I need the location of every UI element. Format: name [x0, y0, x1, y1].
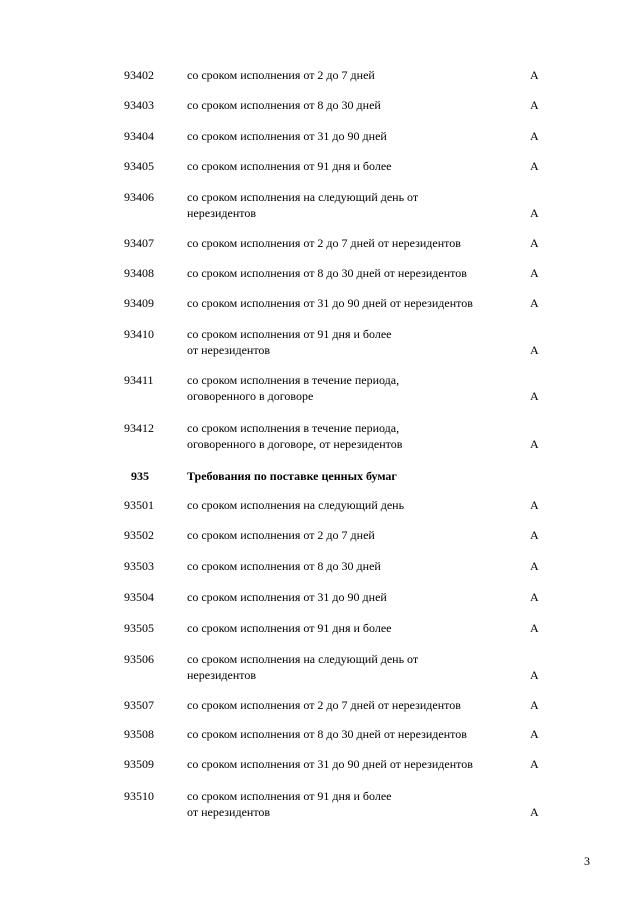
account-description — [187, 558, 517, 574]
account-code: 93506 — [124, 652, 154, 666]
account-description — [187, 788, 517, 820]
account-description — [187, 527, 517, 543]
account-type-mark: А — [530, 159, 539, 173]
account-description — [187, 651, 517, 683]
description-line: со сроком исполнения от 91 дня и более — [187, 789, 392, 803]
description-line: со сроком исполнения от 31 до 90 дней от нерезидентов — [187, 757, 473, 771]
account-code: 93405 — [124, 159, 154, 173]
account-type-mark: А — [530, 389, 539, 403]
description-line: нерезидентов — [187, 668, 256, 682]
account-type-mark: А — [530, 590, 539, 604]
account-type-mark: А — [530, 98, 539, 112]
account-code: 935 — [131, 469, 149, 483]
account-type-mark: А — [530, 498, 539, 512]
description-line: со сроком исполнения от 2 до 7 дней — [187, 528, 375, 542]
account-type-mark: А — [530, 68, 539, 82]
description-line: со сроком исполнения от 91 дня и более — [187, 159, 392, 173]
account-code: 93411 — [124, 373, 154, 387]
description-line: со сроком исполнения от 8 до 30 дней от нерезидентов — [187, 266, 467, 280]
account-code: 93404 — [124, 129, 154, 143]
account-description — [187, 97, 517, 113]
account-type-mark: А — [530, 206, 539, 220]
description-line: со сроком исполнения от 2 до 7 дней от нерезидентов — [187, 698, 461, 712]
account-code: 93505 — [124, 621, 154, 635]
account-description — [187, 265, 517, 281]
description-line: от нерезидентов — [187, 805, 271, 819]
description-line: нерезидентов — [187, 206, 256, 220]
description-line: со сроком исполнения от 2 до 7 дней — [187, 68, 375, 82]
description-line: Требования по поставке ценных бумаг — [187, 469, 397, 483]
account-type-mark: А — [530, 129, 539, 143]
account-code: 93408 — [124, 266, 154, 280]
account-code: 93402 — [124, 68, 154, 82]
account-type-mark: А — [530, 296, 539, 310]
account-description — [187, 128, 517, 144]
description-line: со сроком исполнения от 91 дня и более — [187, 621, 392, 635]
account-code: 93412 — [124, 421, 154, 435]
account-code: 93508 — [124, 727, 154, 741]
description-line: от нерезидентов — [187, 343, 271, 357]
description-line: со сроком исполнения от 31 до 90 дней от нерезидентов — [187, 296, 473, 310]
account-code: 93407 — [124, 236, 154, 250]
account-description — [187, 235, 517, 251]
account-code: 93507 — [124, 698, 154, 712]
description-line: со сроком исполнения на следующий день — [187, 498, 405, 512]
account-type-mark: А — [530, 559, 539, 573]
account-description — [187, 420, 517, 452]
account-type-mark: А — [530, 343, 539, 357]
account-type-mark: А — [530, 757, 539, 771]
account-code: 93403 — [124, 98, 154, 112]
account-description — [187, 697, 517, 713]
description-line: со сроком исполнения от 8 до 30 дней — [187, 559, 381, 573]
account-code: 93502 — [124, 528, 154, 542]
account-description — [187, 189, 517, 221]
account-description — [187, 589, 517, 605]
account-description — [187, 726, 517, 742]
description-line: со сроком исполнения от 2 до 7 дней от нерезидентов — [187, 236, 461, 250]
description-line: со сроком исполнения на следующий день от — [187, 652, 419, 666]
account-code: 93509 — [124, 757, 154, 771]
description-line: со сроком исполнения от 8 до 30 дней от нерезидентов — [187, 727, 467, 741]
account-type-mark: А — [530, 805, 539, 819]
account-code: 93501 — [124, 498, 154, 512]
account-code: 93504 — [124, 590, 154, 604]
description-line: со сроком исполнения от 8 до 30 дней — [187, 98, 381, 112]
account-type-mark: А — [530, 236, 539, 250]
account-description — [187, 326, 517, 358]
account-description — [187, 372, 517, 404]
account-type-mark: А — [530, 528, 539, 542]
account-code: 93406 — [124, 190, 154, 204]
description-line: со сроком исполнения от 91 дня и более — [187, 327, 392, 341]
page-number: 3 — [584, 854, 590, 868]
description-line: со сроком исполнения от 31 до 90 дней — [187, 129, 387, 143]
description-line: со сроком исполнения от 31 до 90 дней — [187, 590, 387, 604]
description-line: оговоренного в договоре — [187, 389, 314, 403]
account-description — [187, 67, 517, 83]
account-description — [187, 158, 517, 174]
account-description — [187, 468, 517, 484]
description-line: со сроком исполнения на следующий день от — [187, 190, 419, 204]
description-line: оговоренного в договоре, от нерезидентов — [187, 437, 403, 451]
description-line: со сроком исполнения в течение периода, — [187, 421, 400, 435]
account-type-mark: А — [530, 437, 539, 451]
description-line: со сроком исполнения в течение периода, — [187, 373, 400, 387]
account-description — [187, 756, 517, 772]
account-description — [187, 497, 517, 513]
account-type-mark: А — [530, 266, 539, 280]
account-description — [187, 295, 517, 311]
account-type-mark: А — [530, 698, 539, 712]
account-type-mark: А — [530, 621, 539, 635]
account-code: 93410 — [124, 327, 154, 341]
account-code: 93510 — [124, 789, 154, 803]
account-type-mark: А — [530, 668, 539, 682]
account-code: 93409 — [124, 296, 154, 310]
account-type-mark: А — [530, 727, 539, 741]
account-code: 93503 — [124, 559, 154, 573]
account-description — [187, 620, 517, 636]
